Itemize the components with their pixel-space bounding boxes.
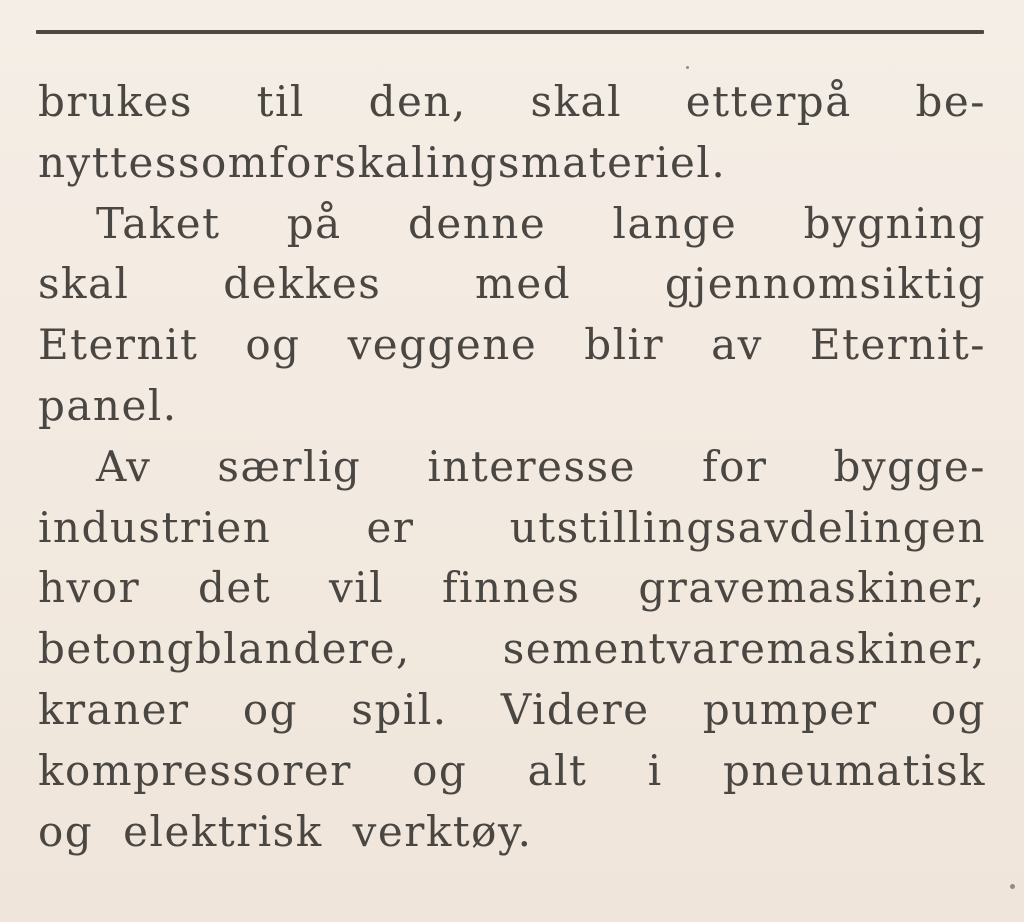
word: betongblandere, [38,624,411,674]
word: og [38,806,94,856]
word: og [930,684,986,734]
word: Eternit- [809,320,986,370]
text-line-paragraph-start [38,437,986,498]
word: for [702,441,768,491]
text-line [38,133,986,194]
word: alt [527,745,588,795]
word: kraner [38,684,190,734]
word: som [177,137,270,187]
text-line [38,802,986,863]
word: spil. [351,684,448,734]
word: av [711,320,763,370]
word: Videre [500,684,650,734]
word: hvor [38,563,141,613]
word: og [412,745,468,795]
word: finnes [441,563,581,613]
word: er [366,502,415,552]
word: etterpå [685,77,852,126]
text-line [38,498,986,559]
word: og [242,684,299,734]
word: forskalingsmateriel. [269,137,727,187]
text-line [38,315,986,376]
word: nyttes [38,137,178,187]
word: be- [915,77,986,126]
word: denne [408,198,547,248]
text-line [38,72,986,133]
word: det [198,563,272,613]
word: panel. [38,380,178,430]
word: gravemaskiner, [638,563,986,613]
top-rule [36,30,984,34]
word: gjennomsiktig [664,259,986,309]
word: Av [96,441,152,491]
word: utstillingsavdelingen [509,502,986,552]
word: pneumatisk [722,745,986,795]
word: interesse [427,441,636,491]
text-line-paragraph-start [38,194,986,255]
word: dekkes [223,259,382,309]
word: vil [329,563,385,613]
print-speck [1010,884,1015,889]
word: skal [530,77,623,126]
word: pumper [702,684,878,734]
word: bygning [803,198,986,248]
print-speck [686,66,689,69]
word: Taket [96,198,221,248]
text-line [38,376,986,437]
word: sementvaremaskiner, [502,624,986,674]
word: brukes [38,77,193,126]
word: til [256,77,305,126]
word: med [475,259,572,309]
text-line [38,680,986,741]
word: i [647,745,663,795]
word: den, [368,77,467,126]
word: bygge- [833,441,986,491]
article-text [38,72,986,862]
text-line [38,558,986,619]
word: og [245,320,301,370]
word: skal [38,259,130,309]
word: blir [584,320,665,370]
word: industrien [38,502,272,552]
word: på [286,198,342,248]
word: veggene [347,320,538,370]
text-line [38,619,986,680]
word: kompressorer [38,745,352,795]
text-line [38,254,986,315]
word: verktøy. [352,806,533,856]
word: elektrisk [123,806,323,856]
word: lange [612,198,738,248]
word: særlig [217,441,362,491]
text-line [38,741,986,802]
word: Eternit [38,320,199,370]
